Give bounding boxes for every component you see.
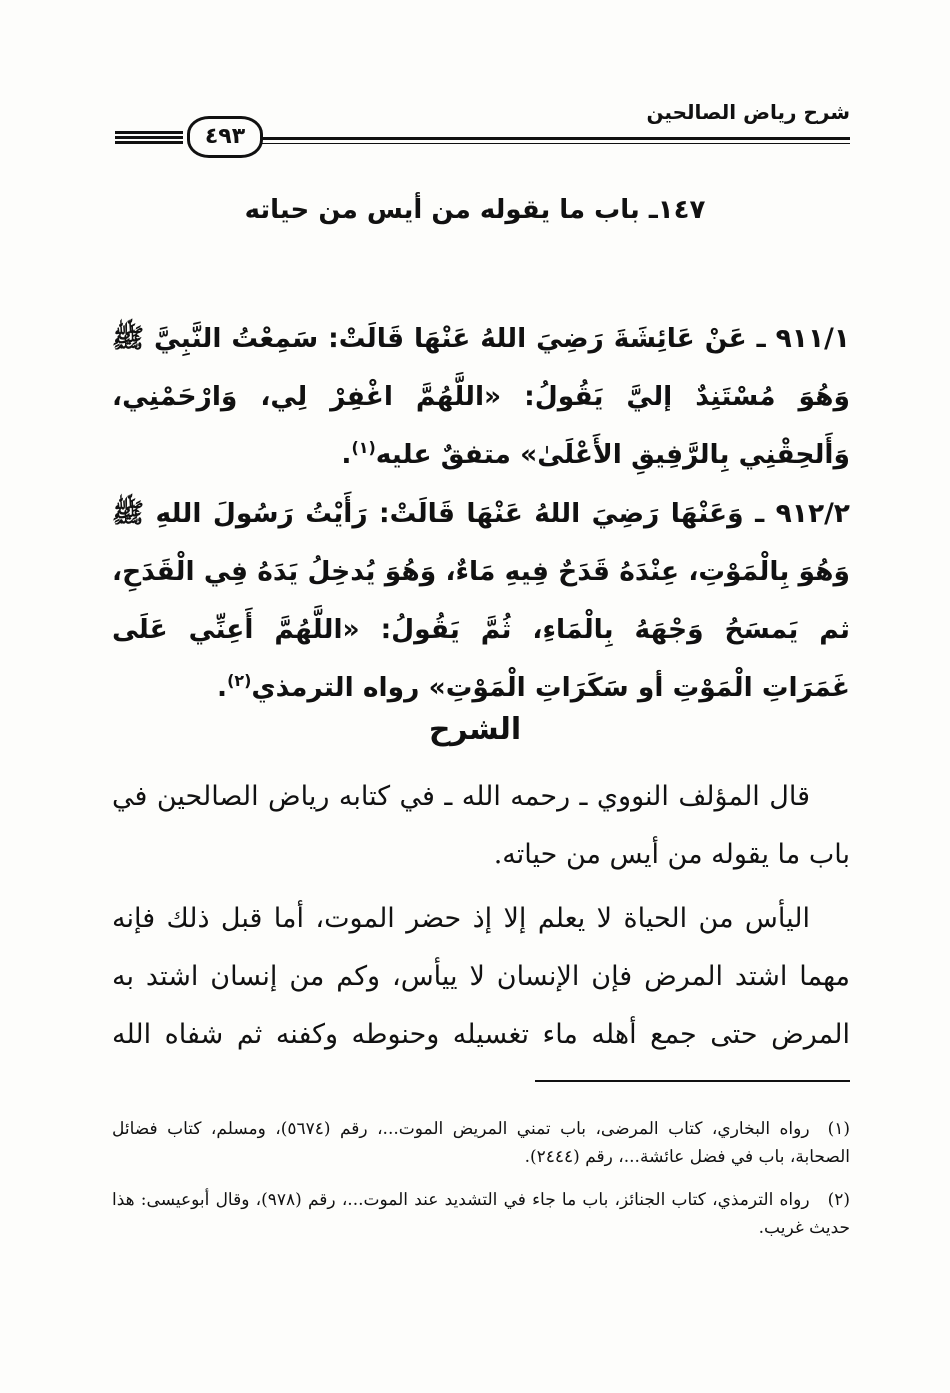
chapter-heading: ١٤٧ـ باب ما يقوله من أيس من حياته: [244, 195, 706, 225]
hadith-end: .: [341, 439, 352, 470]
header-rule-left: [115, 131, 183, 145]
header-rule: [262, 137, 850, 140]
running-title: شرح رياض الصالحين: [646, 100, 850, 124]
footnote-text: رواه الترمذي، كتاب الجنائز، باب ما جاء في التشديد عند الموت...، رقم (٩٧٨)، وقال أبوعيسى: هذا حديث غريب.: [112, 1190, 850, 1238]
footnote-ref[interactable]: (١): [351, 438, 376, 458]
commentary-paragraph: اليأس من الحياة لا يعلم إلا إذ حضر الموت، أما قبل ذلك فإنه مهما اشتد المرض فإن الإنسان لا ييأس، وكم من إنسان اشتد به المرض حتى جمع أهله ماء تغسيله وحنوطه وكفنه ثم شفاه الله: [112, 903, 850, 1050]
header-rule-thin: [262, 143, 850, 144]
footnote-separator: [535, 1080, 850, 1082]
hadith-912: [112, 485, 850, 717]
sharh-heading: الشرح: [428, 712, 522, 747]
footnote-number: (١): [827, 1119, 850, 1139]
commentary-paragraph: قال المؤلف النووي ـ رحمه الله ـ في كتابه رياض الصالحين في باب ما يقوله من أيس من حياته.: [112, 781, 850, 870]
hadith-end: .: [217, 672, 228, 703]
footnote-text: رواه البخاري، كتاب المرضى، باب تمني المريض الموت...، رقم (٥٦٧٤)، ومسلم، كتاب فضائل الصحابة، باب في فضل عائشة...، رقم (٢٤٤٤).: [112, 1119, 850, 1167]
hadith-text: ٩١١/١ ـ عَنْ عَائِشَةَ رَضِيَ اللهُ عَنْهَا قَالَتْ: سَمِعْتُ النَّبِيَّ ﷺ وَهُوَ مُسْتَنِدٌ إليَّ يَقُولُ: «اللَّهُمَّ اغْفِرْ لِي، وَارْحَمْنِي، وَأَلحِقْنِي بِالرَّفِيقِ الأَعْلَىٰ» متفقٌ عليه: [112, 323, 850, 470]
footnote-1: [112, 1115, 850, 1171]
hadith-text: ٩١٢/٢ ـ وَعَنْهَا رَضِيَ اللهُ عَنْهَا قَالَتْ: رَأَيْتُ رَسُولَ اللهِ ﷺ وَهُوَ بِالْمَوْتِ، عِنْدَهُ قَدَحٌ فِيهِ مَاءٌ، وَهُوَ يُدخِلُ يَدَهُ فِي الْقَدَحِ، ثم يَمسَحُ وَجْهَهُ بِالْمَاءِ، ثُمَّ يَقُولُ: «اللَّهُمَّ أَعِنِّي عَلَى غَمَرَاتِ الْمَوْتِ أو سَكَرَاتِ الْمَوْتِ» رواه الترمذي: [112, 498, 850, 703]
footnote-number: (٢): [827, 1190, 850, 1210]
page-number: ٤٩٣: [187, 116, 263, 158]
hadith-911: [112, 310, 850, 484]
footnote-2: [112, 1186, 850, 1242]
footnote-ref[interactable]: (٢): [227, 671, 252, 691]
